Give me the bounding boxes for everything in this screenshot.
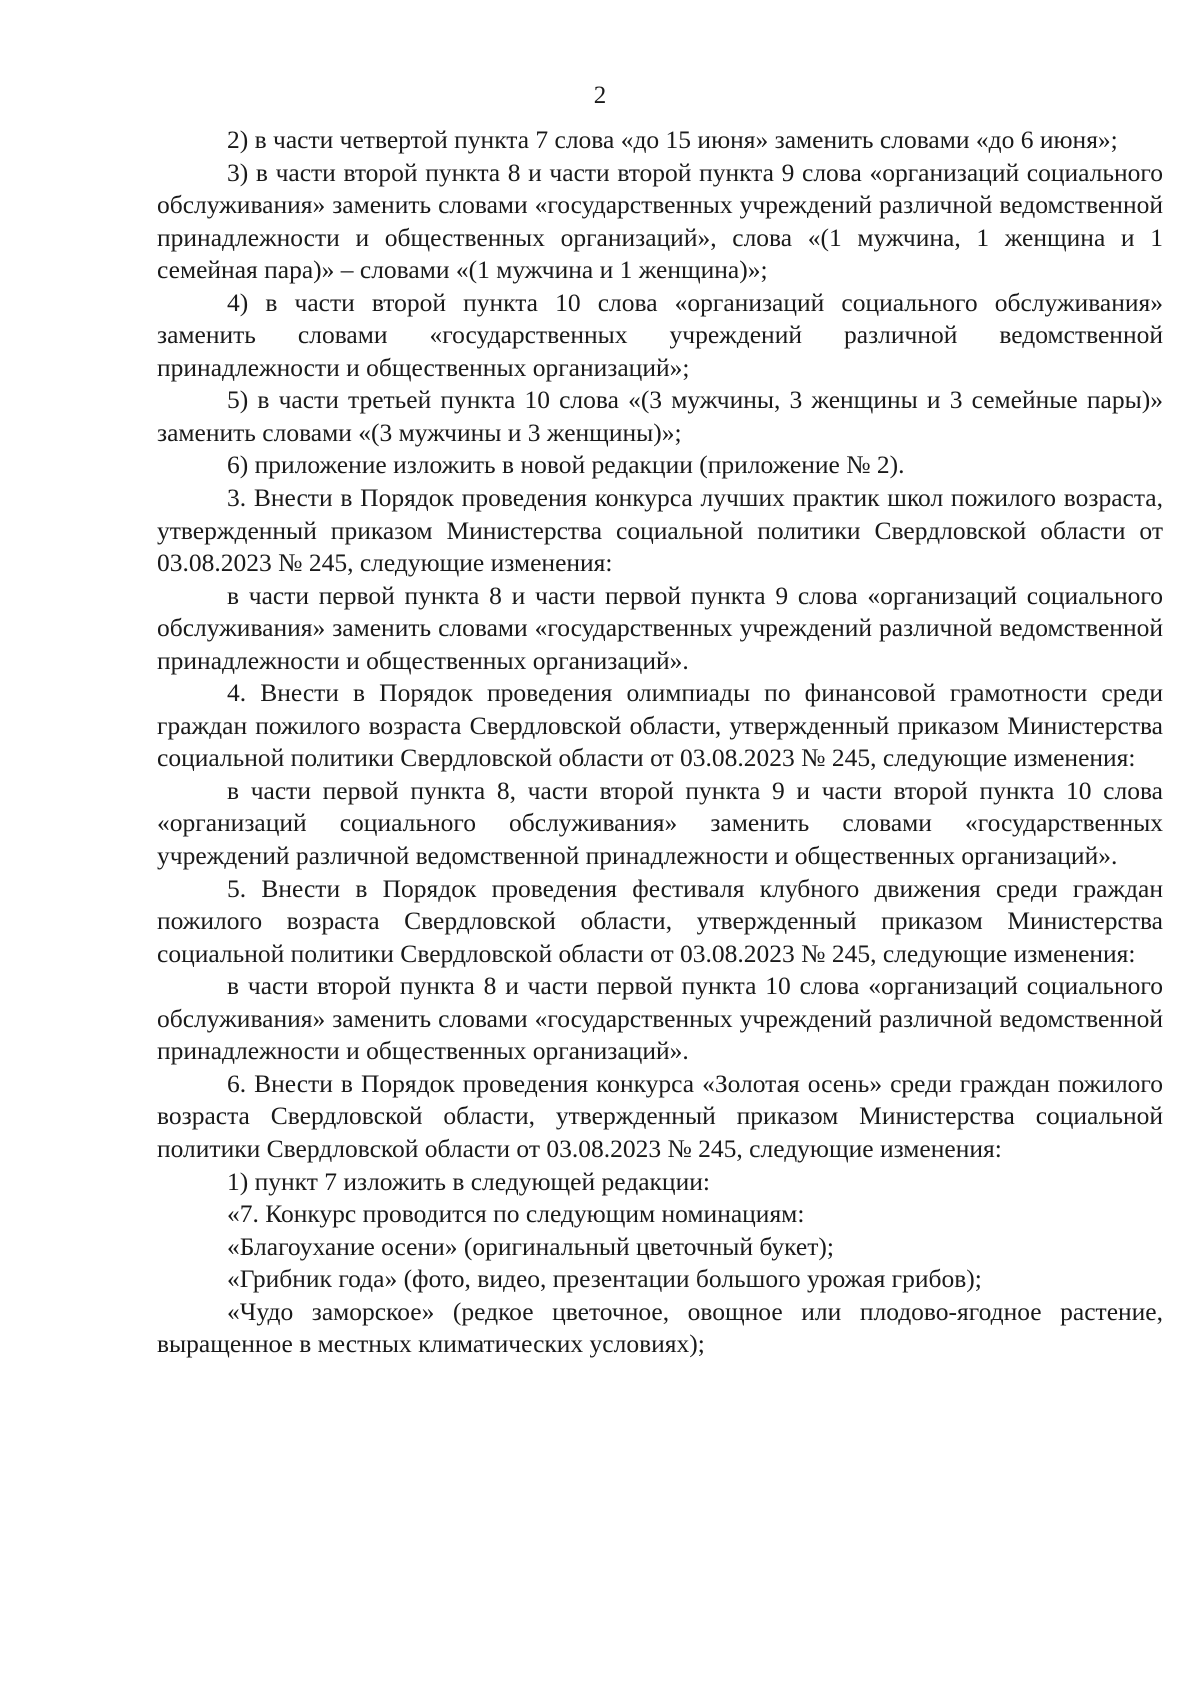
- paragraph: в части второй пункта 8 и части первой пункта 10 слова «организаций социального обслуживания» заменить словами «государственных учреждений различной ведомственной принадлежности и общественных организаций».: [157, 971, 1163, 1066]
- paragraph: 6) приложение изложить в новой редакции (приложение № 2).: [227, 450, 905, 480]
- paragraph: 5. Внести в Порядок проведения фестиваля клубного движения среди граждан пожилого возраста Свердловской области, утвержденный приказом Министерства социальной политики Свердловской области от 03.08.2023 № 245, следующие изменения:: [157, 873, 1163, 968]
- page-number: 2: [593, 82, 607, 109]
- paragraph: «Чудо заморское» (редкое цветочное, овощное или плодово-ягодное растение, выращенное в местных климатических условиях);: [157, 1296, 1163, 1359]
- paragraph: 2) в части четвертой пункта 7 слова «до 15 июня» заменить словами «до 6 июня»;: [227, 125, 1118, 154]
- paragraph: в части первой пункта 8 и части первой пункта 9 слова «организаций социального обслуживания» заменить словами «государственных учреждений различной ведомственной принадлежности и общественных организаций».: [157, 580, 1163, 675]
- document-body: [157, 124, 1163, 1361]
- paragraph: в части первой пункта 8, части второй пункта 9 и части второй пункта 10 слова «организаций социального обслуживания» заменить словами «государственных учреждений различной ведомственной принадлежности и общественных организаций».: [157, 775, 1163, 871]
- paragraph: 1) пункт 7 изложить в следующей редакции:: [227, 1166, 710, 1196]
- paragraph: 5) в части третьей пункта 10 слова «(3 мужчины, 3 женщины и 3 семейные пары)» заменить словами «(3 мужчины и 3 женщины)»;: [157, 385, 1163, 447]
- paragraph: 6. Внести в Порядок проведения конкурса «Золотая осень» среди граждан пожилого возраста Свердловской области, утвержденный приказом Министерства социальной политики Свердловской области от 03.08.2023 № 245, следующие изменения:: [157, 1068, 1163, 1163]
- paragraph: «Грибник года» (фото, видео, презентации большого урожая грибов);: [227, 1264, 982, 1294]
- paragraph: «7. Конкурс проводится по следующим номинациям:: [227, 1199, 805, 1229]
- paragraph: 4. Внести в Порядок проведения олимпиады по финансовой грамотности среди граждан пожилого возраста Свердловской области, утвержденный приказом Министерства социальной политики Свердловской области от 03.08.2023 № 245, следующие изменения:: [157, 678, 1163, 773]
- paragraph: 3. Внести в Порядок проведения конкурса лучших практик школ пожилого возраста, утвержденный приказом Министерства социальной политики Свердловской области от 03.08.2023 № 245, следующие изменения:: [157, 483, 1163, 578]
- paragraph: 3) в части второй пункта 8 и части второй пункта 9 слова «организаций социального обслуживания» заменить словами «государственных учреждений различной ведомственной принадлежности и общественных организаций», слова «(1 мужчина, 1 женщина и 1 семейная пара)» – словами «(1 мужчина и 1 женщина)»;: [157, 157, 1163, 285]
- paragraph: «Благоухание осени» (оригинальный цветочный букет);: [227, 1231, 834, 1261]
- paragraph: 4) в части второй пункта 10 слова «организаций социального обслуживания» заменить словами «государственных учреждений различной ведомственной принадлежности и общественных организаций»;: [157, 287, 1163, 382]
